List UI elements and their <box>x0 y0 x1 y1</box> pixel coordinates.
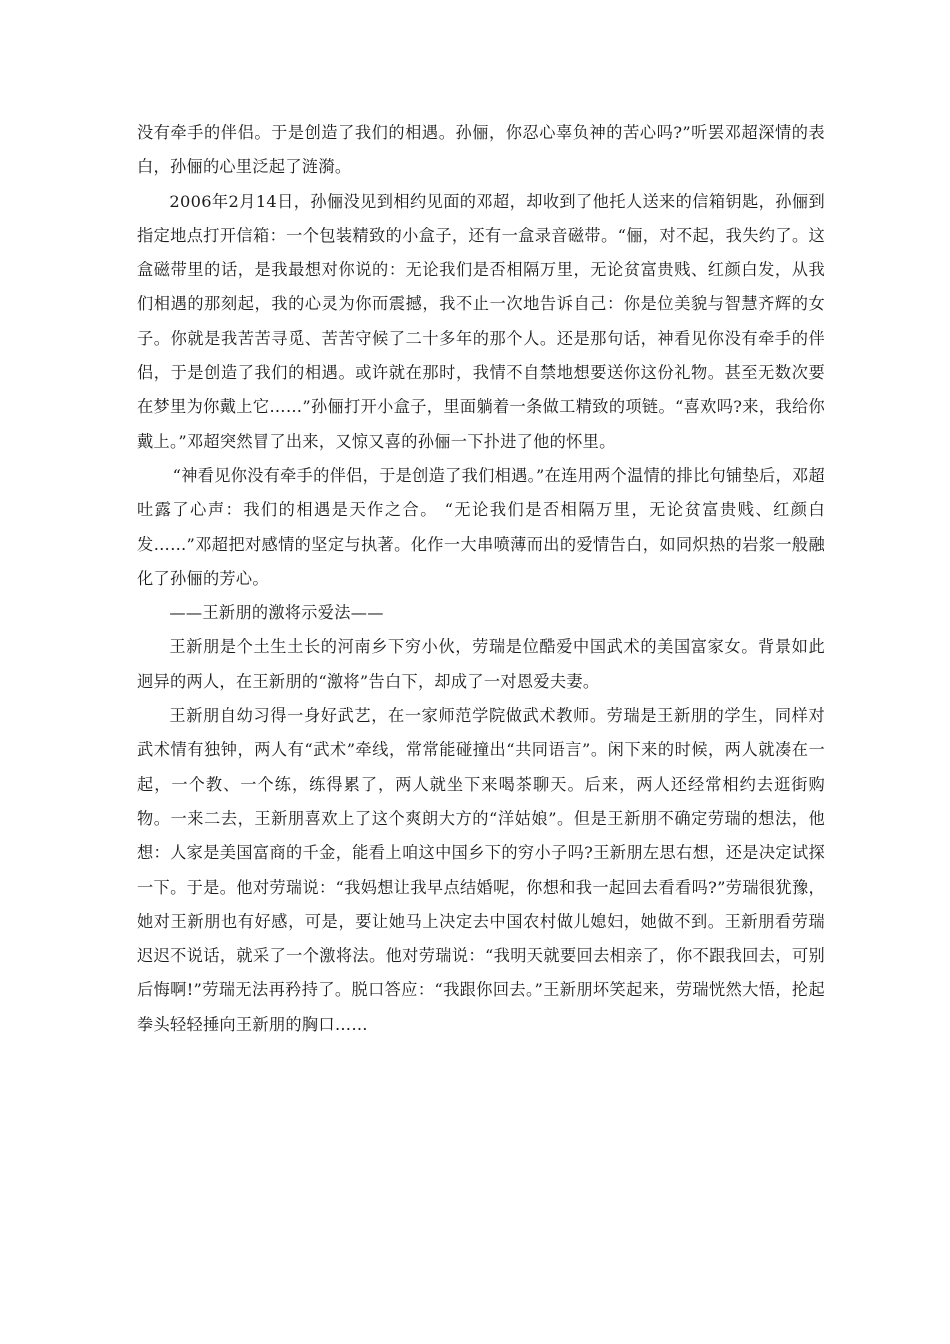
paragraph-5: 王新朋自幼习得一身好武艺，在一家师范学院做武术教师。劳瑞是王新朋的学生，同样对武术情有独钟，两人有“武术”牵线，常常能碰撞出“共同语言”。闲下来的时候，两人就凑在一起，一个教、一个练，练得累了，两人就坐下来喝茶聊天。后来，两人还经常相约去逛街购物。一来二去，王新朋喜欢上了这个爽朗大方的“洋姑娘”。但是王新朋不确定劳瑞的想法，他想：人家是美国富商的千金，能看上咱这中国乡下的穷小子吗?王新朋左思右想，还是决定试探一下。于是。他对劳瑞说：“我妈想让我早点结婚呢，你想和我一起回去看看吗?”劳瑞很犹豫，她对王新朋也有好感，可是，要让她马上决定去中国农村做儿媳妇，她做不到。王新朋看劳瑞迟迟不说话，就采了一个激将法。他对劳瑞说：“我明天就要回去相亲了，你不跟我回去，可别后悔啊!”劳瑞无法再矜持了。脱口答应：“我跟你回去。”王新朋坏笑起来，劳瑞恍然大悟，抡起拳头轻轻捶向王新朋的胸口…… <box>137 706 825 1034</box>
paragraph-4: 王新朋是个土生土长的河南乡下穷小伙，劳瑞是位酷爱中国武术的美国富家女。背景如此迥异的两人，在王新朋的“激将”告白下，却成了一对恩爱夫妻。 <box>137 637 825 691</box>
paragraph-1: 没有牵手的伴侣。于是创造了我们的相遇。孙俪，你忍心辜负神的苦心吗?”听罢邓超深情的表白，孙俪的心里泛起了涟漪。 <box>137 123 825 177</box>
document-body <box>137 116 825 1042</box>
paragraph-3: “神看见你没有牵手的伴侣，于是创造了我们相遇。”在连用两个温情的排比句铺垫后，邓超吐露了心声：我们的相遇是天作之合。 “无论我们是否相隔万里，无论贫富贵贱、红颜白发……”邓超把对感情的坚定与执著。化作一大串喷薄而出的爱情告白，如同炽热的岩浆一般融化了孙俪的芳心。 <box>137 465 825 588</box>
paragraph-2: 2006年2月14日，孙俪没见到相约见面的邓超，却收到了他托人送来的信箱钥匙，孙俪到指定地点打开信箱：一个包装精致的小盒子，还有一盒录音磁带。“俪，对不起，我失约了。这盒磁带里的话，是我最想对你说的：无论我们是否相隔万里，无论贫富贵贱、红颜白发，从我们相遇的那刻起，我的心灵为你而震撼，我不止一次地告诉自己：你是位美貌与智慧齐辉的女子。你就是我苦苦寻觅、苦苦守候了二十多年的那个人。还是那句话，神看见你没有牵手的伴侣，于是创造了我们的相遇。或许就在那时，我情不自禁地想要送你这份礼物。甚至无数次要在梦里为你戴上它……”孙俪打开小盒子，里面躺着一条做工精致的项链。“喜欢吗?来，我给你戴上。”邓超突然冒了出来，又惊又喜的孙俪一下扑进了他的怀里。 <box>137 191 825 451</box>
section-heading: ——王新朋的激将示爱法—— <box>169 603 384 623</box>
